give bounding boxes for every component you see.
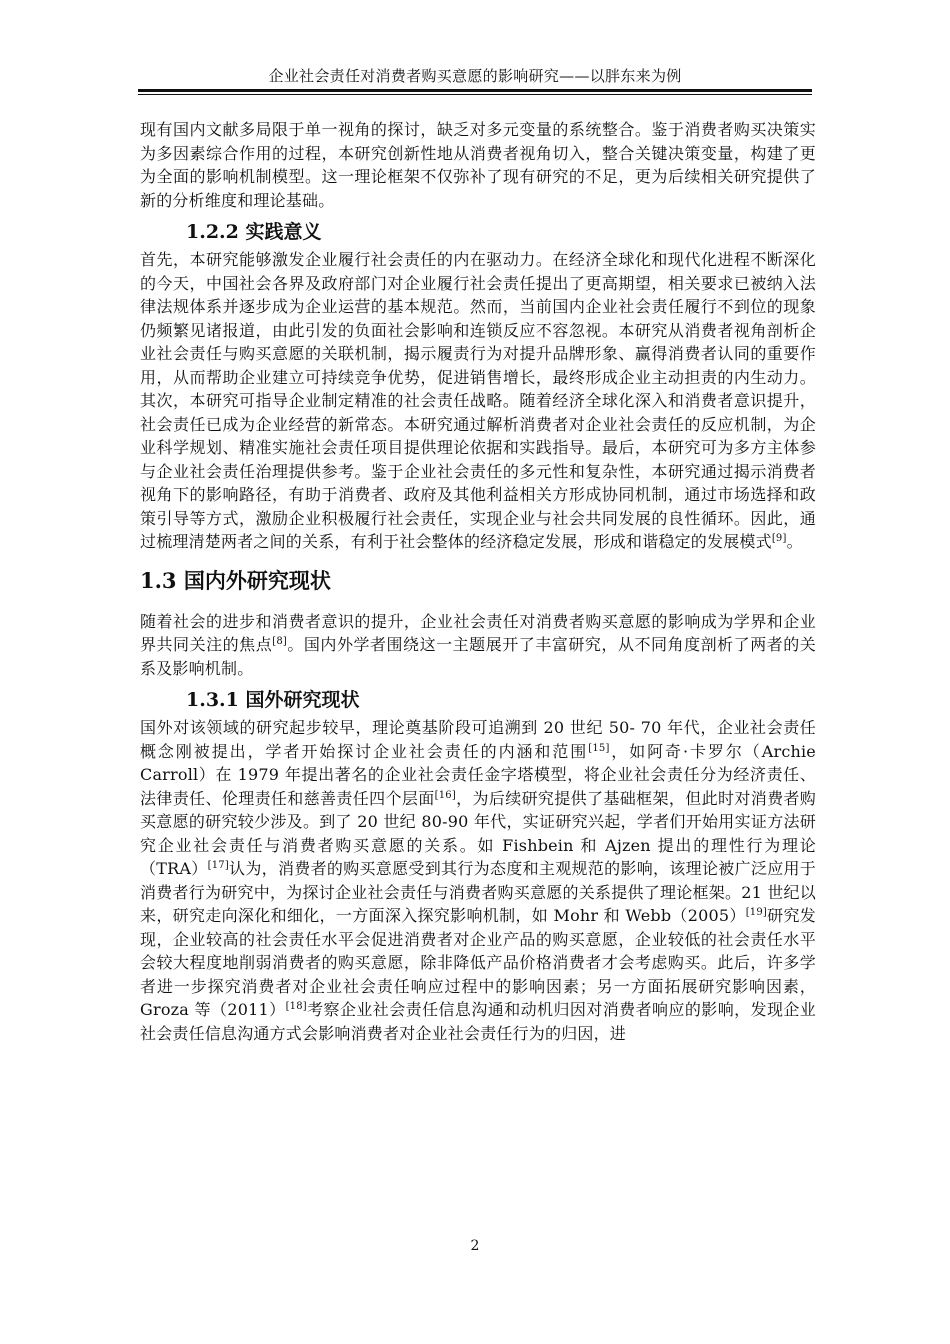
- citation-ref: [8]: [272, 636, 288, 647]
- paragraph-practical-significance: [140, 248, 816, 554]
- paragraph-text: ，为后续研究提供了基础框架，但此时对消费者购买意愿的研究较少涉及。到了 20 世纪 80-90 年代，实证研究兴起，学者们开始用实证方法研究企业社会责任与消费者购买意愿的关系。如 Fishbein 和 Ajzen 提出的理性行为理论（TRA）: [140, 788, 816, 878]
- citation-ref: [16]: [434, 789, 456, 801]
- header-rule-thin: [138, 94, 812, 95]
- citation-ref: [17]: [207, 860, 229, 871]
- heading-foreign-research: 1.3.1 国外研究现状: [186, 689, 360, 711]
- running-header: 企业社会责任对消费者购买意愿的影响研究——以胖东来为例: [268, 67, 682, 85]
- paragraph-text: 随着社会的进步和消费者意识的提升，企业社会责任对消费者购买意愿的影响成为学界和企业界共同关注的焦点: [140, 611, 816, 654]
- body-text: [140, 118, 816, 1045]
- paragraph-text: 首先，本研究能够激发企业履行社会责任的内在驱动力。在经济全球化和现代化进程不断深化的今天，中国社会各界及政府部门对企业履行社会责任提出了更高期望，相关要求已被纳入法律法规体系并逐步成为企业运营的基本规范。然而，当前国内企业社会责任履行不到位的现象仍频繁见诸报道，由此引发的负面社会影响和连锁反应不容忽视。本研究从消费者视角剖析企业社会责任与购买意愿的关联机制，揭示履责行为对提升品牌形象、赢得消费者认同的重要作用，从而帮助企业建立可持续竞争优势，促进销售增长，最终形成企业主动担责的内生动力。其次，本研究可指导企业制定精准的社会责任战略。随着经济全球化深入和消费者意识提升，社会责任已成为企业经营的新常态。本研究通过解析消费者对企业社会责任的反应机制，为企业科学规划、精准实施社会责任项目提供理论依据和实践指导。最后，本研究可为多方主体参与企业社会责任治理提供参考。鉴于企业社会责任的多元性和复杂性，本研究通过揭示消费者视角下的影响路径，有助于消费者、政府及其他利益相关方形成协同机制，通过市场选择和政策引导等方式，激励企业积极履行社会责任，实现企业与社会共同发展的良性循环。因此，通过梳理清楚两者之间的关系，有利于社会整体的经济稳定发展，形成和谐稳定的发展模式: [140, 250, 816, 551]
- paragraph-text: 认为，消费者的购买意愿受到其行为态度和主观规范的影响，该理论被广泛应用于消费者行为研究中，为探讨企业社会责任与消费者购买意愿的关系提供了理论框架。21 世纪以来，研究走向深化和细化，一方面深入探究影响机制，如 Mohr 和 Webb（2005）: [140, 859, 817, 925]
- page-number: 2: [470, 1238, 480, 1254]
- citation-ref: [15]: [588, 742, 610, 754]
- heading-practical-significance: 1.2.2 实践意义: [186, 221, 322, 243]
- paragraph-foreign-research: [140, 716, 816, 1045]
- paragraph-text: 考察企业社会责任信息沟通和动机归因对消费者响应的影响，发现企业社会责任信息沟通方式会影响消费者对企业社会责任行为的归因，进: [140, 1000, 817, 1043]
- header-rule: [138, 89, 812, 92]
- paragraph-text: 。: [786, 532, 803, 551]
- paragraph-text: ，如阿奇·卡罗尔（Archie Carroll）在 1979 年提出著名的企业社会责任金字塔模型，将企业社会责任分为经济责任、法律责任、伦理责任和慈善责任四个层面: [140, 741, 816, 808]
- citation-ref: [9]: [771, 533, 787, 544]
- paragraph-text: 国外对该领域的研究起步较早，理论奠基阶段可追溯到 20 世纪 50- 70 年代，企业社会责任概念刚被提出，学者开始探讨企业社会责任的内涵和范围: [140, 718, 816, 761]
- paragraph-text: 。国内外学者围绕这一主题展开了丰富研究，从不同角度剖析了两者的关系及影响机制。: [140, 635, 816, 678]
- paragraph-research-intro: [140, 610, 816, 681]
- paragraph-theory-significance: 现有国内文献多局限于单一视角的探讨，缺乏对多元变量的系统整合。鉴于消费者购买决策实为多因素综合作用的过程，本研究创新性地从消费者视角切入，整合关键决策变量，构建了更为全面的影响机制模型。这一理论框架不仅弥补了现有研究的不足，更为后续相关研究提供了新的分析维度和理论基础。: [140, 120, 816, 210]
- citation-ref: [18]: [285, 1001, 307, 1012]
- paragraph-text: 研究发现，企业较高的社会责任水平会促进消费者对企业产品的购买意愿，企业较低的社会责任水平会较大程度地削弱消费者的购买意愿，除非降低产品价格消费者才会考虑购买。此后，许多学者进一步探究消费者对企业社会责任响应过程中的影响因素；另一方面拓展研究影响因素，Groza 等（2011）: [140, 906, 817, 1019]
- heading-research-status: 1.3 国内外研究现状: [140, 567, 331, 593]
- citation-ref: [19]: [745, 907, 768, 918]
